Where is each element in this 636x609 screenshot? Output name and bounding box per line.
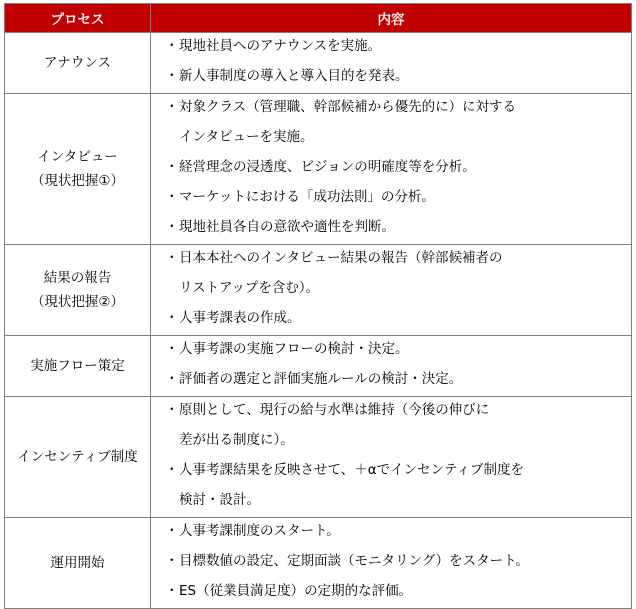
item-text: リストアップを含む）。 [179, 280, 320, 296]
item-text: 原則として、現行の給与水準は維持（今後の伸びに [179, 402, 490, 418]
item-text: 現地社員各自の意欲や適性を判断。 [179, 219, 395, 235]
bullet-icon: ・ [165, 310, 179, 326]
process-cell [5, 33, 151, 94]
item-text: 人事考課の実施フローの検討・決定。 [179, 341, 409, 357]
process-cell [5, 94, 151, 245]
item-text: 対象クラス（管理職、幹部候補から優先的に）に対する [179, 99, 517, 115]
bullet-icon: ・ [165, 68, 179, 84]
process-label: 運用開始 [50, 555, 105, 571]
content-cell [151, 94, 632, 245]
item-text: 日本本社へのインタビュー結果の報告（幹部候補者の [179, 250, 503, 266]
process-cell [5, 518, 151, 609]
item-text: 現地社員へのアナウンスを実施。 [179, 38, 382, 54]
bullet-icon: ・ [165, 462, 179, 478]
item-text: 目標数値の設定、定期面談（モニタリング）をスタート。 [179, 553, 529, 569]
bullet-icon: ・ [165, 553, 179, 569]
process-cell [5, 336, 151, 397]
list-item [151, 366, 631, 392]
item-text: 検討・設計。 [179, 492, 260, 508]
bullet-icon: ・ [165, 341, 179, 357]
list-item [151, 518, 631, 544]
item-text: 人事考課結果を反映させて、＋αでインセンティブ制度を [179, 462, 525, 478]
content-cell [151, 397, 632, 518]
table-row [5, 518, 632, 609]
bullet-icon: ・ [165, 38, 179, 54]
header-content: 内容 [151, 4, 632, 33]
item-text: 人事考課表の作成。 [179, 310, 301, 326]
bullet-icon: ・ [165, 99, 179, 115]
list-item [151, 184, 631, 210]
process-label: インセンティブ制度 [17, 449, 138, 465]
table-row [5, 336, 632, 397]
content-list [151, 518, 631, 604]
list-item [151, 154, 631, 180]
process-cell [5, 397, 151, 518]
table-row [5, 33, 632, 94]
list-item [151, 33, 631, 59]
content-list [151, 94, 631, 240]
item-text: 評価者の選定と評価実施ルールの検討・決定。 [179, 371, 463, 387]
list-item [151, 336, 631, 362]
table-row [5, 94, 632, 245]
bullet-icon: ・ [165, 523, 179, 539]
process-cell [5, 245, 151, 336]
process-label: （現状把握①） [30, 173, 125, 189]
content-list [151, 397, 631, 513]
process-table [4, 3, 632, 609]
bullet-icon: ・ [165, 250, 179, 266]
list-item [151, 397, 631, 453]
item-text: 経営理念の浸透度、ビジョンの明確度等を分析。 [179, 159, 476, 175]
bullet-icon: ・ [165, 159, 179, 175]
item-text: 人事考課制度のスタート。 [179, 523, 340, 539]
header-process: プロセス [5, 4, 151, 33]
content-cell [151, 336, 632, 397]
process-label: 実施フロー策定 [30, 358, 125, 374]
item-text: 差が出る制度に）。 [179, 432, 294, 448]
content-list [151, 33, 631, 89]
table-body [5, 33, 632, 609]
item-text: 新人事制度の導入と導入目的を発表。 [179, 68, 409, 84]
content-list [151, 336, 631, 392]
list-item [151, 305, 631, 331]
process-label: アナウンス [43, 55, 112, 71]
process-label: 結果の報告 [43, 270, 112, 286]
process-label: （現状把握②） [30, 294, 125, 310]
bullet-icon: ・ [165, 371, 179, 387]
list-item [151, 214, 631, 240]
content-list [151, 245, 631, 331]
list-item [151, 578, 631, 604]
item-text: インタビューを実施。 [179, 129, 314, 145]
bullet-icon: ・ [165, 583, 179, 599]
list-item [151, 94, 631, 150]
item-text: ES（従業員満足度）の定期的な評価。 [179, 583, 413, 599]
header-row [5, 4, 632, 33]
list-item [151, 457, 631, 513]
table-row [5, 245, 632, 336]
bullet-icon: ・ [165, 189, 179, 205]
bullet-icon: ・ [165, 219, 179, 235]
list-item [151, 245, 631, 301]
bullet-icon: ・ [165, 402, 179, 418]
content-cell [151, 33, 632, 94]
item-text: マーケットにおける「成功法則」の分析。 [179, 189, 435, 205]
list-item [151, 63, 631, 89]
content-cell [151, 518, 632, 609]
content-cell [151, 245, 632, 336]
table-row [5, 397, 632, 518]
list-item [151, 548, 631, 574]
process-label: インタビュー [37, 149, 118, 165]
